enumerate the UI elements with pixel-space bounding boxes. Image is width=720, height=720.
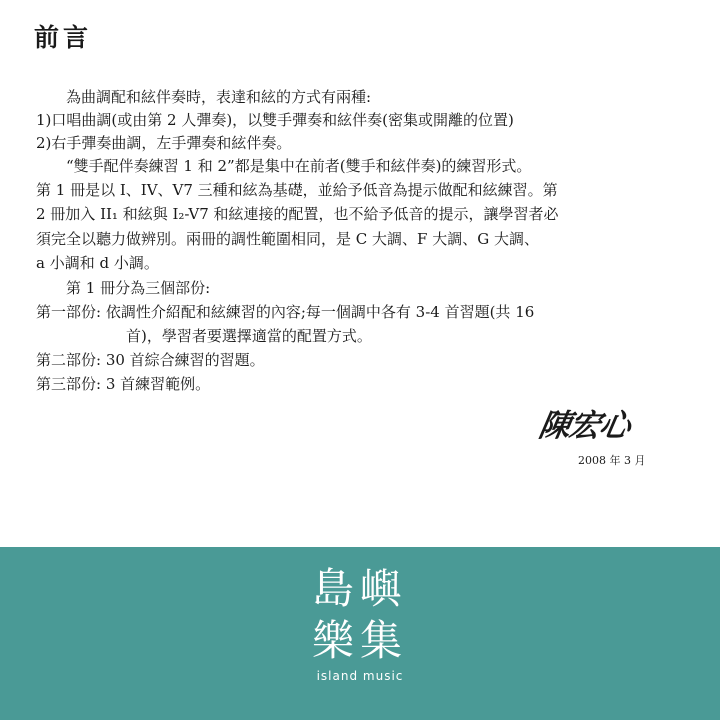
text-line: 第 1 冊分為三個部份: (66, 279, 211, 297)
footer-banner (0, 547, 720, 720)
text-line: “雙手配伴奏練習 1 和 2”都是集中在前者(雙手和絃伴奏)的練習形式。 (66, 157, 532, 175)
author-signature: 陳宏心 (536, 408, 633, 444)
text-line: 第二部份: 30 首綜合練習的習題。 (36, 351, 265, 369)
text-line: 2 冊加入 II₁ 和絃與 I₂-V7 和絃連接的配置，也不給予低音的提示，讓學習者必 (36, 205, 559, 223)
text-line: 第 1 冊是以 I、IV、V7 三種和絃為基礎，並給予低音為提示做配和絃練習。第 (36, 181, 558, 199)
text-line: 1)口唱曲調(或由第 2 人彈奏)，以雙手彈奏和絃伴奏(密集或開離的位置) (36, 111, 514, 129)
text-line: 首)，學習者要選擇適當的配置方式。 (126, 327, 372, 345)
text-line: 第三部份: 3 首練習範例。 (36, 375, 211, 393)
text-line: 2)右手彈奏曲調，左手彈奏和絃伴奏。 (36, 134, 292, 152)
logo-text-en: island music (316, 669, 404, 683)
island-music-logo (305, 563, 415, 683)
date: 2008 年 3 月 (578, 454, 646, 467)
text-line: 須完全以聽力做辨別。兩冊的調性範圍相同，是 C 大調、F 大調、G 大調、 (36, 230, 539, 248)
logo-text-cn-2: 樂集 (311, 616, 408, 665)
text-line: a 小調和 d 小調。 (36, 254, 159, 272)
text-line: 為曲調配和絃伴奏時，表達和絃的方式有兩種: (66, 88, 372, 106)
text-line: 第一部份: 依調性介紹配和絃練習的內容;每一個調中各有 3-4 首習題(共 16 (36, 303, 535, 321)
page-title: 前言 (34, 23, 93, 52)
logo-text-cn-1: 島嶼 (311, 564, 408, 613)
